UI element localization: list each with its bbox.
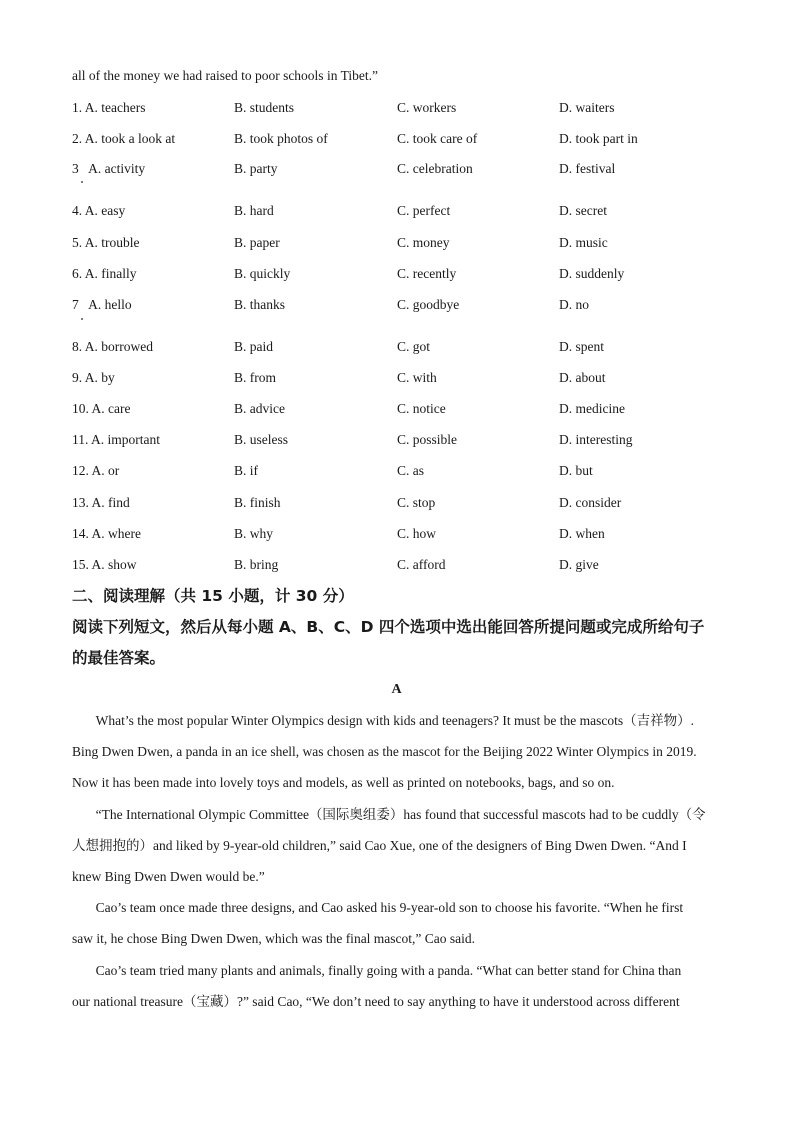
option-a: 5. A. trouble	[72, 235, 140, 250]
passage-line: knew Bing Dwen Dwen would be.”	[72, 869, 265, 884]
option-b: B. why	[234, 526, 274, 541]
option-c: C. stop	[397, 495, 436, 510]
question-row-2	[0, 131, 793, 147]
option-d: D. waiters	[559, 100, 615, 115]
passage-line: Bing Dwen Dwen, a panda in an ice shell, was chosen as the mascot for the Beijing 2022 Winter Olympics in 2019.	[72, 744, 697, 759]
scan-dot	[81, 318, 83, 320]
option-c: C. notice	[397, 401, 446, 416]
option-d: D. give	[559, 557, 599, 572]
option-b: B. paid	[234, 339, 273, 354]
option-c: C. goodbye	[397, 297, 460, 312]
option-c: C. took care of	[397, 131, 478, 146]
option-b: B. from	[234, 370, 276, 385]
question-row-15	[0, 557, 793, 573]
option-d: D. no	[559, 297, 589, 312]
option-c: C. got	[397, 339, 431, 354]
question-row-9	[0, 370, 793, 386]
option-b: B. if	[234, 463, 259, 478]
option-b: B. finish	[234, 495, 281, 510]
option-a: 11. A. important	[72, 432, 160, 447]
question-row-5	[0, 235, 793, 251]
question-row-12	[0, 463, 793, 479]
option-d: D. medicine	[559, 401, 625, 416]
passage-line: “The International Olympic Committee（国际奥组委）has found that successful mascots had to be cuddly（令	[72, 807, 706, 822]
option-c: C. money	[397, 235, 450, 250]
option-a: 3 A. activity	[72, 161, 146, 176]
question-row-10	[0, 401, 793, 417]
option-d: D. suddenly	[559, 266, 625, 281]
option-d: D. consider	[559, 495, 622, 510]
option-c: C. with	[397, 370, 437, 385]
option-c: C. workers	[397, 100, 457, 115]
option-d: D. spent	[559, 339, 604, 354]
passage-line: our national treasure（宝藏）?” said Cao, “We don’t need to say anything to have it understood across different	[72, 994, 680, 1009]
option-a: 12. A. or	[72, 463, 120, 478]
passage-line: saw it, he chose Bing Dwen Dwen, which was the final mascot,” Cao said.	[72, 931, 476, 946]
question-row-3	[0, 161, 793, 177]
option-c: C. possible	[397, 432, 458, 447]
section-title: 二、阅读理解（共 15 小题，计 30 分）	[72, 587, 354, 605]
option-a: 13. A. find	[72, 495, 130, 510]
passage-line: Now it has been made into lovely toys and models, as well as printed on notebooks, bags, and so on.	[72, 775, 615, 790]
question-row-13	[0, 495, 793, 511]
option-a: 6. A. finally	[72, 266, 137, 281]
option-c: C. afford	[397, 557, 446, 572]
question-row-6	[0, 266, 793, 282]
instruction-line-1: 阅读下列短文，然后从每小题 A、B、C、D 四个选项中选出能回答所提问题或完成所给句子	[72, 618, 705, 636]
question-row-7	[0, 297, 793, 313]
option-b: B. useless	[234, 432, 288, 447]
option-a: 7 A. hello	[72, 297, 132, 312]
option-a: 4. A. easy	[72, 203, 126, 218]
option-d: D. when	[559, 526, 605, 541]
option-b: B. party	[234, 161, 278, 176]
option-b: B. students	[234, 100, 295, 115]
option-c: C. as	[397, 463, 424, 478]
passage-line: What’s the most popular Winter Olympics design with kids and teenagers? It must be the mascots（吉祥物）.	[72, 713, 694, 728]
option-c: C. perfect	[397, 203, 451, 218]
option-a: 8. A. borrowed	[72, 339, 153, 354]
option-d: D. festival	[559, 161, 616, 176]
option-b: B. thanks	[234, 297, 286, 312]
option-a: 9. A. by	[72, 370, 115, 385]
passage-end-line: all of the money we had raised to poor schools in Tibet.”	[72, 68, 378, 83]
passage-line: Cao’s team once made three designs, and Cao asked his 9-year-old son to choose his favorite. “When he first	[72, 900, 684, 915]
option-d: D. but	[559, 463, 593, 478]
option-b: B. bring	[234, 557, 279, 572]
option-b: B. quickly	[234, 266, 291, 281]
option-a: 14. A. where	[72, 526, 141, 541]
question-row-8	[0, 339, 793, 355]
option-d: D. music	[559, 235, 608, 250]
option-c: C. recently	[397, 266, 457, 281]
passage-line: 人想拥抱的）and liked by 9-year-old children,” said Cao Xue, one of the designers of Bing Dwen Dwen. “And I	[72, 838, 687, 853]
question-row-4	[0, 203, 793, 219]
option-b: B. paper	[234, 235, 280, 250]
question-row-11	[0, 432, 793, 448]
scan-dot	[81, 181, 83, 183]
question-row-1	[0, 100, 793, 116]
option-d: D. interesting	[559, 432, 633, 447]
option-a: 1. A. teachers	[72, 100, 146, 115]
instruction-line-2: 的最佳答案。	[72, 649, 166, 667]
option-c: C. how	[397, 526, 437, 541]
passage-line: Cao’s team tried many plants and animals, finally going with a panda. “What can better stand for China than	[72, 963, 682, 978]
question-row-14	[0, 526, 793, 542]
option-c: C. celebration	[397, 161, 473, 176]
option-a: 15. A. show	[72, 557, 137, 572]
option-a: 10. A. care	[72, 401, 131, 416]
option-d: D. secret	[559, 203, 607, 218]
option-b: B. advice	[234, 401, 285, 416]
option-a: 2. A. took a look at	[72, 131, 176, 146]
option-d: D. about	[559, 370, 606, 385]
option-b: B. hard	[234, 203, 274, 218]
option-b: B. took photos of	[234, 131, 328, 146]
passage-label: A	[391, 682, 402, 697]
option-d: D. took part in	[559, 131, 638, 146]
